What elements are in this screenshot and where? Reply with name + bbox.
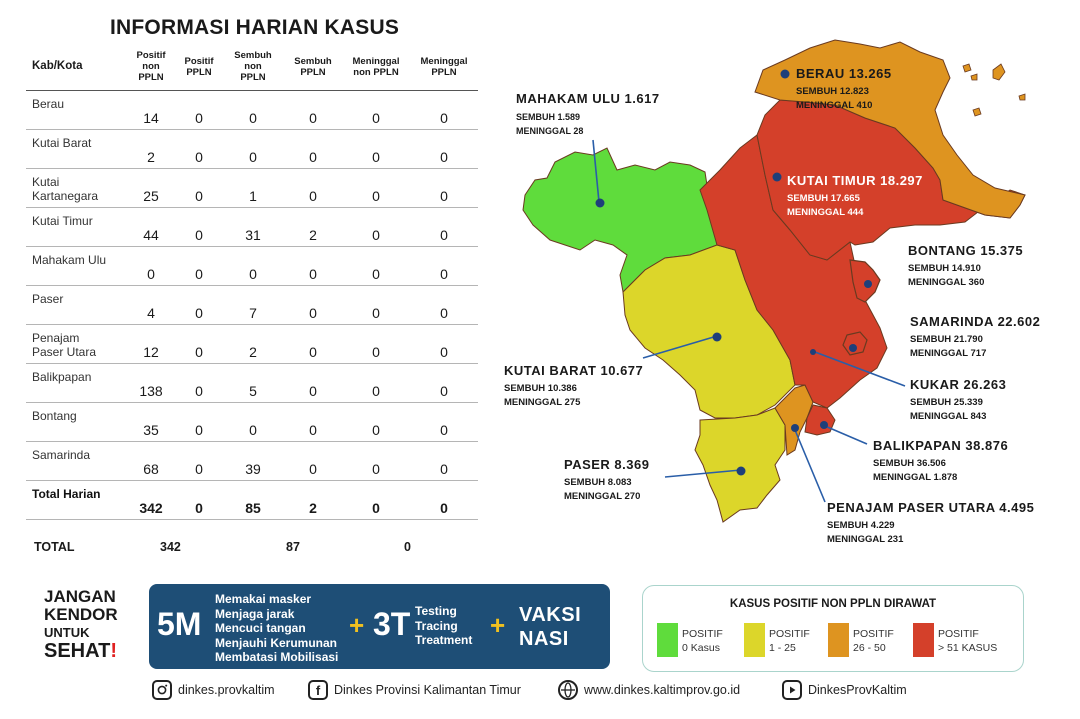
row-value-col-6: 0 xyxy=(410,363,478,402)
row-value-col-3: 1 xyxy=(222,168,284,207)
footer-website[interactable] xyxy=(558,680,740,700)
table-row xyxy=(26,129,478,168)
row-value-col-2: 0 xyxy=(176,324,222,363)
row-value-col-3: 0 xyxy=(222,246,284,285)
banner-5m-item: Memakai masker xyxy=(215,592,312,606)
facebook-icon: f xyxy=(308,680,328,700)
row-value-col-3: 31 xyxy=(222,207,284,246)
slogan xyxy=(44,588,118,660)
row-value-col-5: 0 xyxy=(342,363,410,402)
marker-samarinda xyxy=(849,344,857,352)
footer-youtube[interactable] xyxy=(782,680,907,700)
row-value-col-6: 0 xyxy=(410,207,478,246)
row-value-col-1: 0 xyxy=(126,246,176,285)
row-value-col-4: 0 xyxy=(284,285,342,324)
grand-total-meninggal: 0 xyxy=(404,540,411,554)
banner-5m-title: 5M xyxy=(157,606,202,642)
row-kab-kota-name: Paser xyxy=(26,285,126,324)
footer-facebook[interactable] xyxy=(308,680,521,700)
table-row xyxy=(26,207,478,246)
page-title: INFORMASI HARIAN KASUS xyxy=(110,16,400,39)
row-value-col-6: 0 xyxy=(410,324,478,363)
row-value-col-3: 0 xyxy=(222,129,284,168)
marker-kutai-barat xyxy=(713,333,722,342)
table-header-row xyxy=(26,44,478,90)
banner-plus-2: + xyxy=(490,610,506,640)
row-value-col-6: 0 xyxy=(410,480,478,519)
row-value-col-6: 0 xyxy=(410,129,478,168)
legend-swatch-yellow xyxy=(744,623,765,657)
island xyxy=(971,74,977,80)
row-value-col-6: 0 xyxy=(410,246,478,285)
slogan-line-3: UNTUK xyxy=(44,625,90,640)
island xyxy=(973,108,981,116)
row-value-col-1: 14 xyxy=(126,90,176,129)
row-value-col-2: 0 xyxy=(176,480,222,519)
row-kab-kota-name: Berau xyxy=(26,90,126,129)
health-protocol-banner xyxy=(149,584,610,669)
banner-5m-item: Mencuci tangan xyxy=(215,621,306,635)
row-kab-kota-name: Bontang xyxy=(26,402,126,441)
marker-kutai-timur xyxy=(773,173,782,182)
header-kab-kota: Kab/Kota xyxy=(26,44,126,90)
row-value-col-1: 138 xyxy=(126,363,176,402)
row-kab-kota-name: Kutai Timur xyxy=(26,207,126,246)
header-meninggal-non-ppln: Meninggal non PPLN xyxy=(342,44,410,90)
row-value-col-6: 0 xyxy=(410,285,478,324)
map-legend: KASUS POSITIF NON PPLN DIRAWAT POSITIF 0 Kasus POSITIF 1 - 25 POSITIF 26 - 50 POSITIF > 51 KASUS xyxy=(642,585,1024,672)
island xyxy=(1019,94,1025,100)
row-value-col-4: 0 xyxy=(284,363,342,402)
legend-title: KASUS POSITIF NON PPLN DIRAWAT xyxy=(729,598,937,610)
footer-instagram[interactable] xyxy=(152,680,275,700)
banner-5m-list xyxy=(215,592,338,665)
banner-plus-1: + xyxy=(349,610,365,640)
row-value-col-4: 0 xyxy=(284,402,342,441)
row-value-col-2: 0 xyxy=(176,129,222,168)
row-value-col-4: 0 xyxy=(284,90,342,129)
daily-cases-table xyxy=(26,44,478,520)
marker-balikpapan xyxy=(820,421,828,429)
grand-total-row xyxy=(26,536,478,558)
table-row xyxy=(26,168,478,207)
footer-facebook-name: Dinkes Provinsi Kalimantan Timur xyxy=(334,683,521,697)
banner-3t-item: Tracing xyxy=(415,618,458,633)
map-label-mahakam-ulu: MAHAKAM ULU 1.617 SEMBUH 1.589 MENINGGAL 28 xyxy=(516,91,660,136)
row-value-col-1: 68 xyxy=(126,441,176,480)
row-value-col-3: 7 xyxy=(222,285,284,324)
row-value-col-5: 0 xyxy=(342,441,410,480)
marker-bontang xyxy=(864,280,872,288)
row-kab-kota-name: Kutai Kartanegara xyxy=(26,168,126,207)
banner-5m-item: Membatasi Mobilisasi xyxy=(215,650,339,664)
marker-ppu xyxy=(791,424,799,432)
banner-3t-list xyxy=(415,604,472,648)
youtube-icon xyxy=(782,680,802,700)
row-value-col-5: 0 xyxy=(342,480,410,519)
row-kab-kota-name: Balikpapan xyxy=(26,363,126,402)
banner-3t-item: Testing xyxy=(415,604,457,618)
row-value-col-2: 0 xyxy=(176,363,222,402)
map-label-balikpapan: BALIKPAPAN 38.876 SEMBUH 36.506 MENINGGAL 1.878 xyxy=(873,438,1009,483)
row-value-col-5: 0 xyxy=(342,246,410,285)
globe-icon xyxy=(558,680,578,700)
marker-paser xyxy=(737,467,746,476)
row-value-col-1: 2 xyxy=(126,129,176,168)
header-meninggal-ppln: Meninggal PPLN xyxy=(410,44,478,90)
island xyxy=(993,64,1005,80)
marker-mahakam-ulu xyxy=(596,199,605,208)
banner-5m-item: Menjaga jarak xyxy=(215,606,295,621)
region-paser xyxy=(695,408,785,522)
row-value-col-3: 0 xyxy=(222,402,284,441)
row-value-col-5: 0 xyxy=(342,402,410,441)
banner-5m-item: Menjauhi Kerumunan xyxy=(215,635,338,650)
row-value-col-6: 0 xyxy=(410,90,478,129)
row-value-col-1: 342 xyxy=(126,480,176,519)
row-value-col-4: 0 xyxy=(284,324,342,363)
leader-line-balikpapan xyxy=(825,426,867,444)
map-label-bontang: BONTANG 15.375 SEMBUH 14.910 MENINGGAL 360 xyxy=(908,243,1024,288)
islands xyxy=(963,64,1025,116)
map-label-kukar: KUKAR 26.263 SEMBUH 25.339 MENINGGAL 843 xyxy=(910,377,1007,422)
row-kab-kota-name: Samarinda xyxy=(26,441,126,480)
row-value-col-2: 0 xyxy=(176,90,222,129)
row-value-col-2: 0 xyxy=(176,207,222,246)
row-value-col-1: 25 xyxy=(126,168,176,207)
table-row xyxy=(26,402,478,441)
row-value-col-4: 2 xyxy=(284,207,342,246)
row-kab-kota-name: Mahakam Ulu xyxy=(26,246,126,285)
row-value-col-5: 0 xyxy=(342,324,410,363)
map-label-kutai-barat: KUTAI BARAT 10.677 SEMBUH 10.386 MENINGGAL 275 xyxy=(504,363,644,408)
grand-total-sembuh: 87 xyxy=(286,540,300,554)
row-value-col-3: 0 xyxy=(222,90,284,129)
row-value-col-1: 12 xyxy=(126,324,176,363)
row-value-col-4: 0 xyxy=(284,129,342,168)
footer-social-links xyxy=(150,677,950,703)
table-row xyxy=(26,90,478,129)
map-label-berau: BERAU 13.265 SEMBUH 12.823 MENINGGAL 410 xyxy=(796,66,892,111)
table-total-row xyxy=(26,480,478,519)
row-value-col-3: 5 xyxy=(222,363,284,402)
row-value-col-4: 2 xyxy=(284,480,342,519)
leader-line-ppu xyxy=(795,430,825,502)
row-kab-kota-name: Penajam Paser Utara xyxy=(26,324,126,363)
marker-berau xyxy=(781,70,790,79)
slogan-exclamation: ! xyxy=(110,640,117,662)
row-value-col-5: 0 xyxy=(342,168,410,207)
header-positif-non-ppln: Positif non PPLN xyxy=(126,44,176,90)
row-value-col-3: 39 xyxy=(222,441,284,480)
row-value-col-5: 0 xyxy=(342,285,410,324)
row-value-col-4: 0 xyxy=(284,246,342,285)
row-value-col-3: 2 xyxy=(222,324,284,363)
slogan-line-1: JANGAN xyxy=(44,587,116,606)
map-label-penajam-paser-utara: PENAJAM PASER UTARA 4.495 SEMBUH 4.229 MENINGGAL 231 xyxy=(827,500,1035,545)
row-value-col-5: 0 xyxy=(342,129,410,168)
row-value-col-2: 0 xyxy=(176,168,222,207)
table-row xyxy=(26,324,478,363)
row-value-col-1: 44 xyxy=(126,207,176,246)
row-value-col-2: 0 xyxy=(176,441,222,480)
row-value-col-5: 0 xyxy=(342,207,410,246)
legend-swatch-orange xyxy=(828,623,849,657)
footer-instagram-handle: dinkes.provkaltim xyxy=(178,683,275,697)
legend-swatch-green xyxy=(657,623,678,657)
legend-swatch-red xyxy=(913,623,934,657)
slogan-line-2: KENDOR xyxy=(44,605,118,624)
table-row xyxy=(26,363,478,402)
banner-3t-title: 3T xyxy=(373,606,411,642)
row-value-col-1: 35 xyxy=(126,402,176,441)
island xyxy=(963,64,971,72)
slogan-line-4: SEHAT! xyxy=(44,640,117,662)
map-label-kutai-timur: KUTAI TIMUR 18.297 SEMBUH 17.665 MENINGGAL 444 xyxy=(787,173,923,218)
row-value-col-6: 0 xyxy=(410,168,478,207)
row-value-col-2: 0 xyxy=(176,246,222,285)
map-label-samarinda: SAMARINDA 22.602 SEMBUH 21.790 MENINGGAL 717 xyxy=(910,314,1041,359)
row-value-col-1: 4 xyxy=(126,285,176,324)
marker-kukar xyxy=(810,349,816,355)
row-value-col-4: 0 xyxy=(284,168,342,207)
header-positif-ppln: Positif PPLN xyxy=(176,44,222,90)
row-value-col-6: 0 xyxy=(410,441,478,480)
footer-website-url: www.dinkes.kaltimprov.go.id xyxy=(584,683,741,697)
footer-youtube-channel: DinkesProvKaltim xyxy=(808,683,907,697)
grand-total-positif: 342 xyxy=(160,540,181,554)
header-sembuh-non-ppln: Sembuh non PPLN xyxy=(222,44,284,90)
header-sembuh-ppln: Sembuh PPLN xyxy=(284,44,342,90)
map-label-paser: PASER 8.369 SEMBUH 8.083 MENINGGAL 270 xyxy=(564,457,650,502)
row-value-col-6: 0 xyxy=(410,402,478,441)
banner-vaksinasi: VAKSI NASI xyxy=(519,604,582,650)
row-value-col-4: 0 xyxy=(284,441,342,480)
row-kab-kota-name: Kutai Barat xyxy=(26,129,126,168)
instagram-icon xyxy=(152,680,172,700)
row-value-col-2: 0 xyxy=(176,285,222,324)
row-value-col-5: 0 xyxy=(342,90,410,129)
row-value-col-3: 85 xyxy=(222,480,284,519)
table-row xyxy=(26,246,478,285)
row-value-col-2: 0 xyxy=(176,402,222,441)
table-row xyxy=(26,285,478,324)
grand-total-label: TOTAL xyxy=(34,540,75,554)
table-row xyxy=(26,441,478,480)
row-kab-kota-name: Total Harian xyxy=(26,480,126,519)
banner-3t-item: Treatment xyxy=(415,633,473,647)
